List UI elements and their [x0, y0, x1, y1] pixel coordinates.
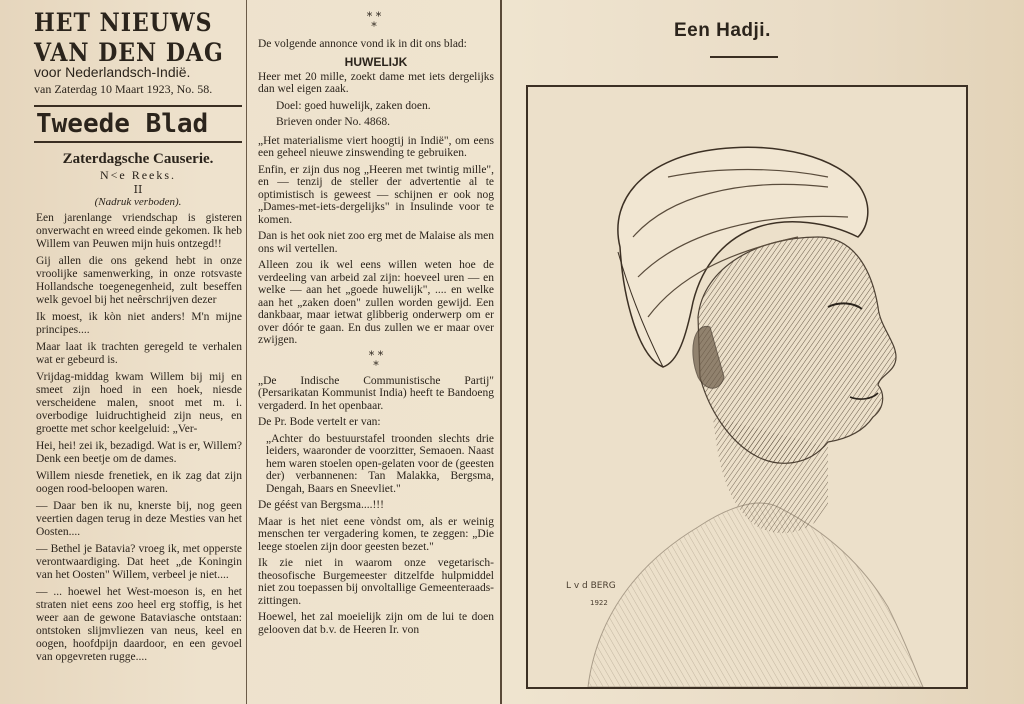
paragraph: Ik moest, ik kòn niet anders! M'n mijne principes....	[36, 311, 242, 336]
paragraph: Ik zie niet in waarom onze vegetarisch-theosofische Burgemeester ditzelfde hulpmiddel niet zou toepassen bij onvoltallige Gemeenteraads-zittingen.	[258, 557, 494, 607]
paragraph: „Het materialisme viert hoogtij in Indië", om eens een geheel nieuwe zinswending te gebruiken.	[258, 134, 494, 159]
illustration-title: Een Hadji.	[674, 20, 771, 41]
stars-separator: * * *	[368, 348, 384, 372]
causerie-title: Zaterdagsche Causerie.	[62, 151, 214, 167]
ad-title: HUWELIJK	[344, 54, 408, 69]
masthead	[34, 8, 246, 97]
paragraph: Een jarenlange vriendschap is gisteren onverwacht en wreed einde gekomen. Ik heb Willem van Peuwen mijn huis ontzegd!!	[36, 212, 242, 250]
paragraph: Hoewel, het zal moeielijk zijn om de lui te doen gelooven dat b.v. de Heeren Ir. von	[258, 611, 494, 636]
paragraph: Dan is het ook niet zoo erg met de Malaise als men ons wil vertellen.	[258, 230, 494, 255]
face-shape	[698, 237, 896, 463]
artist-signature: L v d BERG	[566, 581, 616, 591]
left-column	[0, 0, 247, 704]
title-rule	[710, 56, 778, 58]
masthead-date: van Zaterdag 10 Maart 1923, No. 58.	[34, 82, 213, 96]
section-header	[34, 105, 242, 143]
paragraph: Vrijdag-middag kwam Willem bij mij en smeet zijn hoed in een hoek, niesde verscheidene malen, snoot met m. i. overbodige luidruchtigheid zijn neus, en groette met schor keelgeluid: „Ver-	[36, 371, 242, 435]
ad-line: Brieven onder No. 4868.	[276, 116, 391, 128]
hadji-portrait	[528, 87, 966, 687]
causerie-series: N<e Reeks.	[99, 168, 177, 182]
paragraph: — ... hoewel het West-moeson is, en het straten niet eens zoo heel erg stoffig, is het weer aan de gewone Bataviasche ontstaan: ontstoken slijmvliezen van neus, keel en oogen, hoofdpijn daardoor, en een gevoel van opgevreten rugge....	[36, 586, 242, 663]
paragraph: Alleen zou ik wel eens willen weten hoe de verdeeling van arbeid zal zijn: hoeveel uren — en welke — aan het „goede huwelijk", .... en welke aan het „zaken doen" zullen worden gewijd. Een dankbaar, maar ietwat glibberig onderwerp om er over dóór te gaan. En dus zullen we er maar over zwijgen.	[258, 259, 494, 346]
paragraph: De géést van Bergsma....!!!	[258, 499, 384, 511]
paragraph: „Achter do bestuurstafel troonden slechts drie leiders, waaronder de voorzitter, Semaoen. Naast hem waren stoelen open-gelaten voor de (geesten der) verbannenen: Tan Malakka, Bergsma, Dengah, Baars en Sneevliet."	[266, 432, 494, 495]
paragraph: Enfin, er zijn dus nog „Heeren met twintig mille", en — tenzij de steller der advertentie al te optimistisch is geweest — schijnen er ook nog „Dames-met-iets-dergelijks" in Insulinde voor te komen.	[258, 163, 494, 226]
middle-column	[248, 0, 502, 704]
paragraph: Willem niesde frenetiek, en ik zag dat zijn oogen rood-beloopen waren.	[36, 470, 242, 495]
ad-line: Doel: goed huwelijk, zaken doen.	[276, 99, 431, 112]
paragraph: — Bethel je Batavia? vroeg ik, met opperste verontwaardiging. Dat heet „de Koningin van het Oosten" Willem, verbeel je niet....	[36, 543, 242, 581]
causerie-body	[0, 212, 246, 664]
paragraph: Maar is het niet eene vòndst om, als er weinig menschen ter vergadering komen, te zeggen: „Die leege stoelen zijn door geesten bezet."	[258, 515, 494, 553]
paragraph: De Pr. Bode vertelt er van:	[258, 416, 381, 428]
signature-year: 1922	[590, 599, 608, 607]
causerie-number: II	[133, 183, 143, 196]
causerie-note: (Nadruk verboden).	[94, 196, 182, 208]
masthead-title: HET NIEUWS VAN DEN DAG	[34, 8, 224, 68]
middle-column-body	[248, 0, 500, 636]
paragraph: „De Indische Communistische Partij" (Persarikatan Kommunist India) heeft te Bandoeng vergaderd. In het openbaar.	[258, 374, 494, 412]
paragraph: — Daar ben ik nu, knerste bij, nog geen veertien dagen terug in deze Mesties van het Oosten....	[36, 500, 242, 538]
illustration-column	[504, 0, 1024, 704]
stars-separator: * * *	[366, 10, 382, 33]
paragraph: Hei, hei! zei ik, bezadigd. Wat is er, Willem? Denk een beetje om de dames.	[36, 440, 242, 465]
paragraph: Maar laat ik trachten geregeld te verhalen wat er gebeurd is.	[36, 341, 242, 366]
paragraph: Gij allen die ons gekend hebt in onze vroolijke samenwerking, in onze rotsvaste Hollandsche toegenegenheid, zult beseffen welk gevoel bij het neêrschrijven dezer	[36, 255, 242, 306]
garment-shape	[588, 503, 923, 687]
intro-paragraph: De volgende annonce vond ik in dit ons blad:	[258, 38, 467, 50]
masthead-subtitle: voor Nederlandsch-Indië.	[34, 64, 191, 80]
section-title: Tweede Blad	[36, 109, 209, 139]
illustration-frame	[526, 85, 968, 689]
ad-line: Heer met 20 mille, zoekt dame met iets dergelijks dan wel eigen zaak.	[258, 70, 494, 95]
